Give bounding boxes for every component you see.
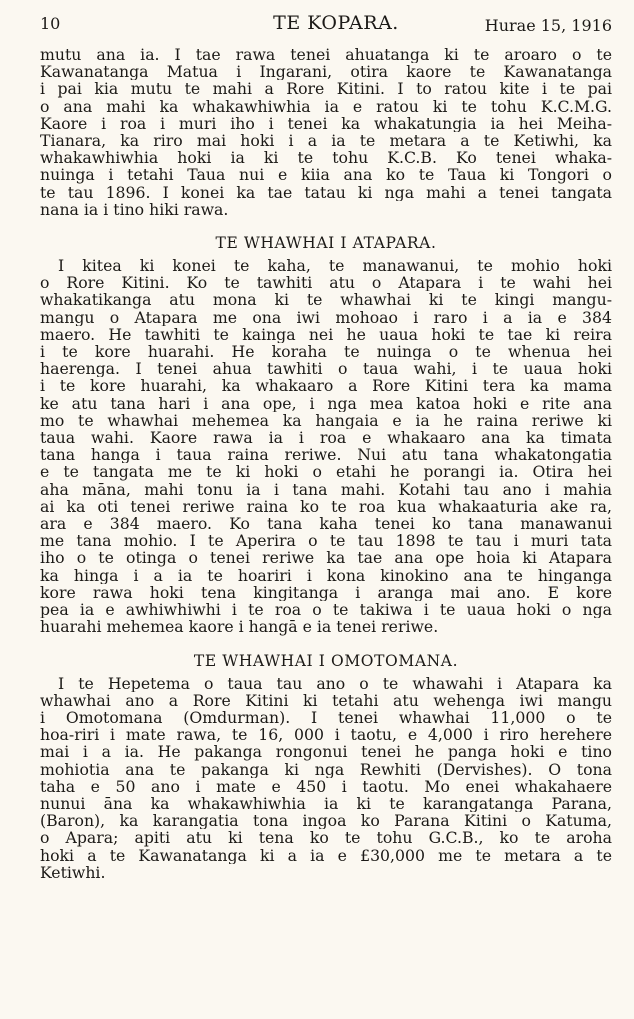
text-line: mo te whawhai mehemea ka hangaia e ia he raina reriwe ki <box>40 411 612 430</box>
text-line: I kitea ki konei te kaha, te manawanui, te mohio hoki <box>58 257 612 275</box>
page-number: 10 <box>40 14 61 33</box>
text-line: Ketiwhi. <box>40 863 106 881</box>
text-line: taua wahi. Kaore rawa ia i roa e whakaaro ana ka timata <box>40 429 612 447</box>
text-line: e te tangata me te ki hoki o etahi he porangi ia. Otira hei <box>40 463 612 481</box>
text-line: ka hinga i a ia te hoariri i kona kinokino ana te hinganga <box>40 566 612 584</box>
publication-title: TE KOPARA. <box>273 12 399 34</box>
text-line: huarahi mehemea kaore i hangā e ia tenei reriwe. <box>40 618 439 636</box>
text-line: iho o te otinga o tenei reriwe ka tae ana ope hoia ki Atapara <box>40 549 612 567</box>
text-line: i pai kia mutu te mahi a Rore Kitini. I to ratou kite i te pai <box>40 80 612 98</box>
text-line: nana ia i tino hiki rawa. <box>40 200 229 219</box>
text-line: tana hanga i taua raina reriwe. Nui atu tana whakatongatia <box>40 446 612 464</box>
text-line: mai i a ia. He pakanga rongonui tenei he panga hoki e tino <box>40 743 612 761</box>
text-line: hoa-riri i mate rawa, te 16, 000 i taotu, e 4,000 i riro herehere <box>40 726 612 744</box>
text-line: I te Hepetema o taua tau ano o te whawahi i Atapara ka <box>58 674 612 692</box>
text-line: Tianara, ka riro mai hoki i a ia te metara a te Ketiwhi, ka <box>40 132 612 150</box>
text-line: ai ka oti tenei reriwe raina ko te roa kua whakaaturia ake ra, <box>40 497 612 516</box>
text-line: i te kore huarahi. He koraha te nuinga o te whenua hei <box>40 343 612 361</box>
text-line: i te kore huarahi, ka whakaaro a Rore Kitini tera ka mama <box>40 377 612 395</box>
text-line: taha e 50 ano i mate e 450 i taotu. Mo enei whakahaere <box>40 777 612 795</box>
text-line: hoki a te Kawanatanga ki a ia e £30,000 me te metara a te <box>40 846 612 864</box>
text-line: maero. He tawhiti te kainga nei he uaua hoki te tae ki reira <box>40 325 612 344</box>
section-heading: TE WHAWHAI I ATAPARA. <box>215 234 437 253</box>
text-line: Kawanatanga Matua i Ingarani, otira kaore te Kawanatanga <box>40 63 612 81</box>
text-line: Kaore i roa i muri iho i tenei ka whakatungia ia hei Meiha- <box>40 114 612 133</box>
text-line: mutu ana ia. I tae rawa tenei ahuatanga ki te aroaro o te <box>40 46 612 64</box>
text-line: kore rawa hoki tena kingitanga i aranga mai ano. E kore <box>40 583 612 602</box>
text-line: whakatikanga atu mona ki te whawhai ki te kingi mangu- <box>40 291 612 309</box>
text-line: me tana mohio. I te Aperira o te tau 1898 te tau i muri tata <box>40 532 612 550</box>
text-line: o ana mahi ka whakawhiwhia ia e ratou ki te tohu K.C.M.G. <box>40 97 612 115</box>
text-line: o Rore Kitini. Ko te tawhiti atu o Atapara i te wahi hei <box>40 274 612 292</box>
text-line: nunui āna ka whakawhiwhia ia ki te karangatanga Parana, <box>40 794 612 813</box>
text-line: mangu o Atapara me ona iwi mohoao i raro i a ia e 384 <box>40 308 612 326</box>
text-line: o Apara; apiti atu ki tena ko te tohu G.C.B., ko te aroha <box>40 829 612 847</box>
text-line: aha māna, mahi tonu ia i tana mahi. Kotahi tau ano i mahia <box>40 480 612 498</box>
issue-date: Hurae 15, 1916 <box>484 16 612 35</box>
text-line: nuinga i tetahi Taua nui e kiia ana ko te Taua ki Tongori o <box>40 166 612 184</box>
article-section <box>40 46 612 218</box>
section-heading: TE WHAWHAI I OMOTOMANA. <box>193 651 459 670</box>
text-line: te tau 1896. I konei ka tae tatau ki nga mahi a tenei tangata <box>40 183 612 201</box>
text-line: haerenga. I tenei ahua tawhiti o taua wahi, i te uaua hoki <box>40 360 612 378</box>
article-body <box>40 46 612 881</box>
text-line: mohiotia ana te pakanga ki nga Rewhiti (Dervishes). O tona <box>40 760 612 778</box>
text-line: (Baron), ka karangatia tona ingoa ko Parana Kitini o Katuma, <box>40 812 612 830</box>
running-header <box>40 12 612 46</box>
text-line: ara e 384 maero. Ko tana kaha tenei ko tana manawanui <box>40 515 612 533</box>
article-section <box>40 234 612 635</box>
text-line: i Omotomana (Omdurman). I tenei whawhai 11,000 o te <box>40 708 612 727</box>
text-line: whakawhiwhia hoki ia ki te tohu K.C.B. Ko tenei whaka- <box>40 149 612 167</box>
text-line: ke atu tana hari i ana ope, i nga mea katoa hoki e rite ana <box>40 394 612 412</box>
article-section <box>40 652 612 881</box>
text-line: whawhai ano a Rore Kitini ki tetahi atu wehenga iwi mangu <box>40 691 612 709</box>
text-line: pea ia e awhiwhiwhi i te roa o te takiwa i te uaua hoki o nga <box>40 601 612 619</box>
